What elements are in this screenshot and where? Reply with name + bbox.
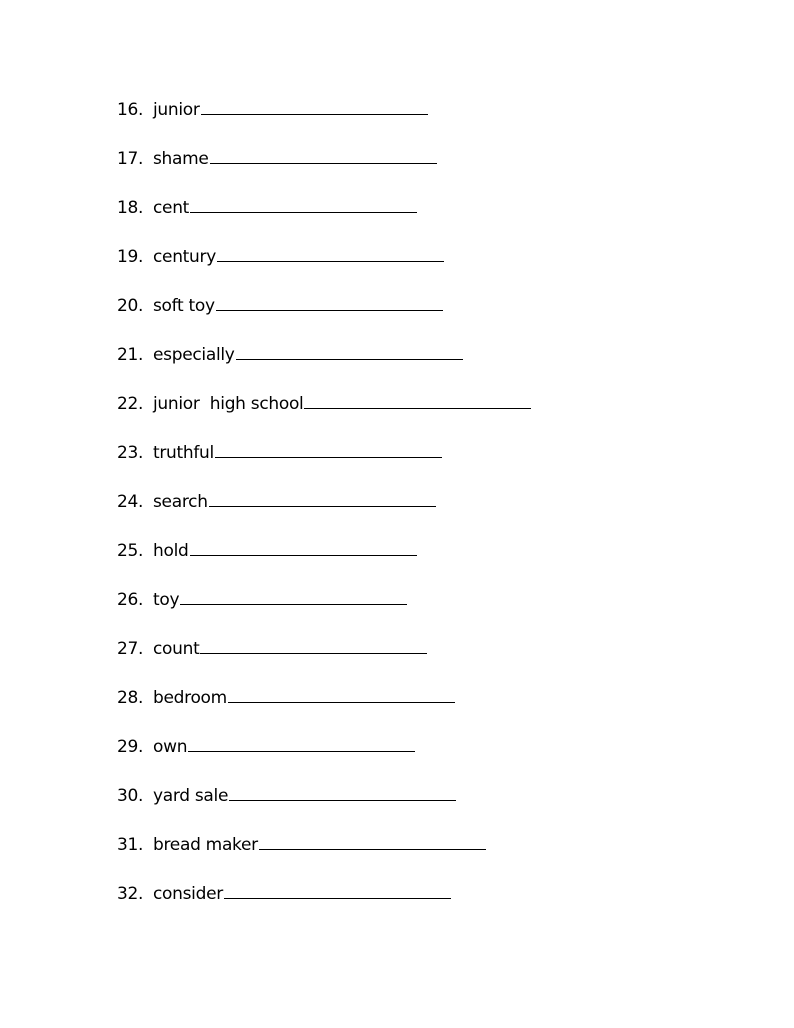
item-word: truthful xyxy=(153,443,214,463)
item-number: 27. xyxy=(117,639,144,659)
item-number: 22. xyxy=(117,394,144,414)
answer-blank[interactable] xyxy=(209,492,436,507)
item-number: 29. xyxy=(117,737,144,757)
item-word: cent xyxy=(153,198,190,218)
list-item xyxy=(117,734,757,783)
item-number: 24. xyxy=(117,492,144,512)
item-word: junior high school xyxy=(153,394,304,414)
list-item xyxy=(117,440,757,489)
item-number: 26. xyxy=(117,590,144,610)
answer-blank[interactable] xyxy=(304,394,531,409)
list-item xyxy=(117,195,757,244)
list-item xyxy=(117,685,757,734)
item-number: 19. xyxy=(117,247,144,267)
list-item xyxy=(117,342,757,391)
item-number: 30. xyxy=(117,786,144,806)
item-word: count xyxy=(153,639,200,659)
item-number: 21. xyxy=(117,345,144,365)
item-word: bread maker xyxy=(153,835,258,855)
item-word: search xyxy=(153,492,208,512)
list-item xyxy=(117,587,757,636)
item-number: 25. xyxy=(117,541,144,561)
answer-blank[interactable] xyxy=(228,688,455,703)
list-item xyxy=(117,244,757,293)
list-item xyxy=(117,832,757,881)
item-number: 16. xyxy=(117,100,144,120)
item-word: bedroom xyxy=(153,688,227,708)
list-item xyxy=(117,293,757,342)
item-number: 23. xyxy=(117,443,144,463)
list-item xyxy=(117,146,757,195)
item-word: hold xyxy=(153,541,189,561)
item-number: 28. xyxy=(117,688,144,708)
list-item xyxy=(117,636,757,685)
answer-blank[interactable] xyxy=(224,884,451,899)
answer-blank[interactable] xyxy=(217,247,444,262)
item-word: yard sale xyxy=(153,786,229,806)
item-word: shame xyxy=(153,149,209,169)
answer-blank[interactable] xyxy=(215,443,442,458)
answer-blank[interactable] xyxy=(180,590,407,605)
item-word: junior xyxy=(153,100,200,120)
list-item xyxy=(117,97,757,146)
list-item xyxy=(117,391,757,440)
answer-blank[interactable] xyxy=(201,100,428,115)
answer-blank[interactable] xyxy=(236,345,463,360)
item-word: toy xyxy=(153,590,180,610)
item-number: 20. xyxy=(117,296,144,316)
item-word: own xyxy=(153,737,188,757)
item-number: 31. xyxy=(117,835,144,855)
answer-blank[interactable] xyxy=(210,149,437,164)
item-number: 17. xyxy=(117,149,144,169)
answer-blank[interactable] xyxy=(229,786,456,801)
list-item xyxy=(117,489,757,538)
list-item xyxy=(117,881,757,930)
vocabulary-worksheet xyxy=(117,97,757,930)
answer-blank[interactable] xyxy=(216,296,443,311)
answer-blank[interactable] xyxy=(188,737,415,752)
answer-blank[interactable] xyxy=(200,639,427,654)
answer-blank[interactable] xyxy=(190,541,417,556)
list-item xyxy=(117,538,757,587)
item-word: especially xyxy=(153,345,235,365)
answer-blank[interactable] xyxy=(259,835,486,850)
item-word: consider xyxy=(153,884,223,904)
item-number: 32. xyxy=(117,884,144,904)
list-item xyxy=(117,783,757,832)
item-word: century xyxy=(153,247,216,267)
item-number: 18. xyxy=(117,198,144,218)
answer-blank[interactable] xyxy=(190,198,417,213)
item-word: soft toy xyxy=(153,296,215,316)
